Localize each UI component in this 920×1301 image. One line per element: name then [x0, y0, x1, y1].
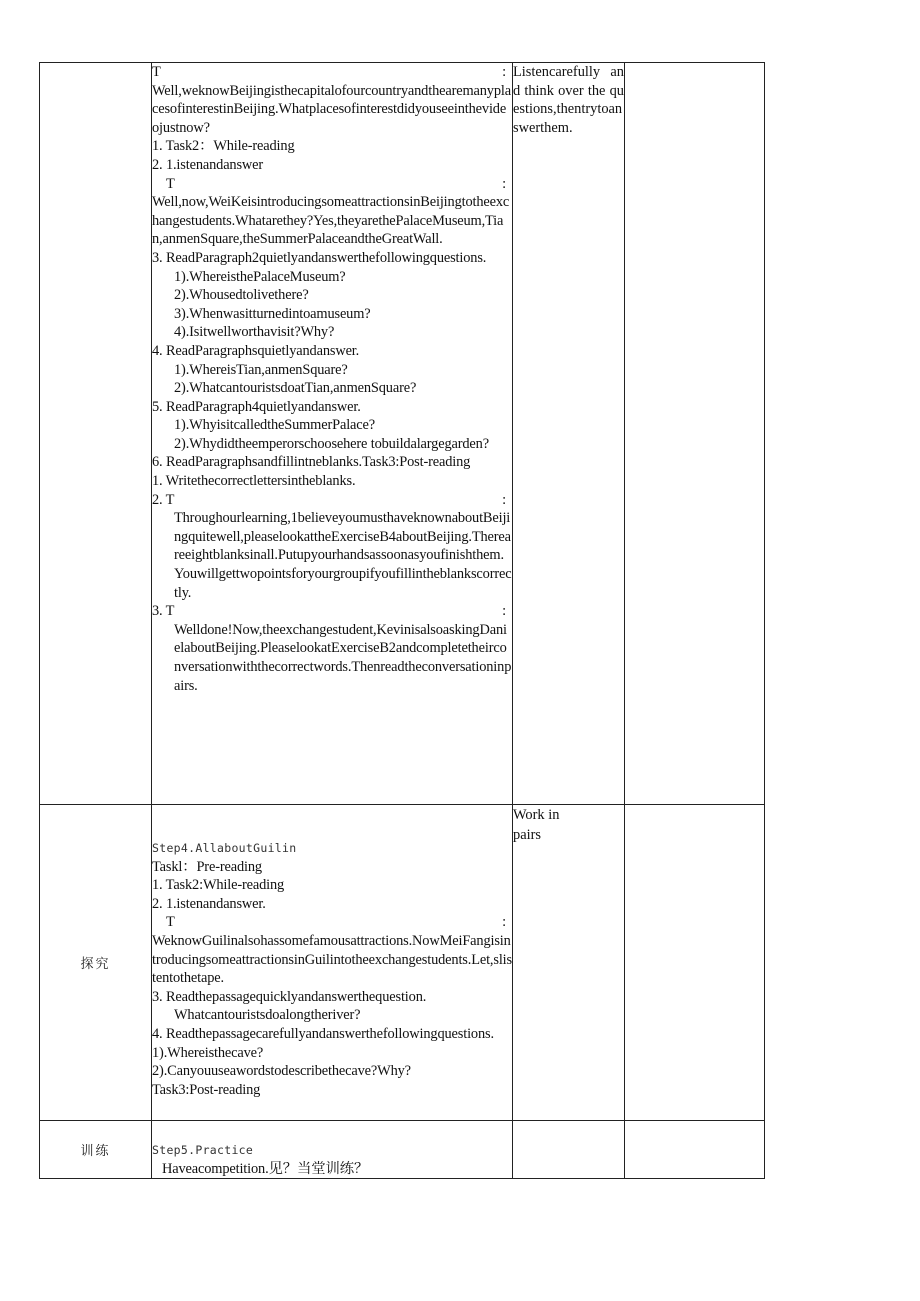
- student-activity-cell: [513, 1121, 625, 1179]
- question-item: 1).Whereisthecave?: [152, 1044, 264, 1061]
- question-item: 3).Whenwasitturnedintoamuseum?: [174, 305, 371, 322]
- teacher-speech: WeknowGuilinalsohassomefamousattractions.NowMeiFangisintroducingsomeattractionsinGuilintotheexchangestudents.Let,slistentothetape.: [152, 932, 512, 987]
- question-item: 1).WhereisTian,anmenSquare?: [174, 361, 348, 378]
- question-item: 1).WhyisitcalledtheSummerPalace?: [174, 417, 375, 434]
- task-heading: Taskl：Pre-reading: [152, 858, 262, 875]
- question-item: 2).WhatcantouristsdoatTian,anmenSquare?: [174, 380, 417, 397]
- teacher-colon: :: [502, 603, 506, 620]
- practice-line: Haveacompetition.见？当堂训练？: [162, 1160, 369, 1177]
- notes-cell: [625, 1121, 765, 1179]
- teaching-process-cell: [152, 805, 513, 1121]
- teacher-label: T: [152, 64, 161, 80]
- list-item: 1. Writethecorrectlettersintheblanks.: [152, 473, 356, 490]
- teaching-process-cell: [152, 63, 513, 805]
- student-activity-text: Work in: [513, 807, 560, 823]
- question-item: 4).Isitwellworthavisit?Why?: [174, 324, 335, 341]
- teacher-speech: Welldone!Now,theexchangestudent,KevinisalsoaskingDanielaboutBeijing.PleaselookatExerciseB2andcompletetheirconversationwiththecorrectwords.Thenreadtheconversationinpairs.: [174, 621, 512, 694]
- question-item: 2).Whydidtheemperorschoosehere tobuildalargegarden?: [174, 435, 489, 452]
- teacher-line: [152, 602, 512, 621]
- teacher-label: T: [166, 914, 175, 931]
- teacher-label: 2. T: [152, 491, 175, 508]
- teacher-speech: Throughourlearning,1believeyoumusthaveknownaboutBeijingquitewell,pleaselookattheExerciseB4aboutBeijing.Thereareeightblanksinall.Putupyourhandsassoonasyoufinishthem.Youwillgettwopointsforyourgroupifyoufillintheblankscorrectly.: [174, 510, 512, 601]
- teacher-colon: :: [502, 64, 506, 80]
- stage-cell: [40, 805, 152, 1121]
- teacher-colon: :: [502, 175, 506, 192]
- teacher-label: 3. T: [152, 603, 175, 620]
- student-activity-cell: [513, 63, 625, 805]
- list-item: 1. Task2:While-reading: [152, 877, 285, 894]
- table-row: [40, 63, 765, 805]
- teacher-line: [152, 491, 512, 510]
- table-row: [40, 805, 765, 1121]
- list-item: 4. ReadParagraphsquietlyandanswer.: [152, 342, 360, 359]
- student-activity-text: Listencarefully and think over the questions,thentrytoanswerthem.: [513, 64, 624, 136]
- stage-cell: [40, 63, 152, 805]
- teacher-colon: :: [502, 491, 506, 508]
- stage-label: 训练: [80, 1144, 111, 1160]
- teacher-speech: Well,now,WeiKeisintroducingsomeattractionsinBeijingtotheexchangestudents.Whatarethey?Yes,theyarethePalaceMuseum,Tian,anmenSquare,theSummerPalaceandtheGreatWall.: [152, 194, 510, 248]
- teacher-colon: :: [502, 914, 506, 931]
- notes-cell: [625, 63, 765, 805]
- list-item: 6. ReadParagraphsandfillintneblanks.Task3:Post-reading: [152, 454, 471, 471]
- teacher-line: [152, 63, 512, 82]
- step-heading: Step4.AllaboutGuilin: [152, 841, 297, 855]
- lesson-plan-table: [39, 62, 765, 1179]
- list-item: 4. Readthepassagecarefullyandanswerthefollowingquestions.: [152, 1025, 494, 1042]
- stage-cell: [40, 1121, 152, 1179]
- table-row: [40, 1121, 765, 1179]
- list-item: 3. ReadParagraph2quietlyandanswerthefollowingquestions.: [152, 249, 487, 266]
- teacher-line: [152, 175, 512, 194]
- list-item: 1. Task2：While-reading: [152, 138, 295, 155]
- list-item: 2. 1.istenandanswer.: [152, 895, 266, 912]
- teacher-speech: Well,weknowBeijingisthecapitalofourcountryandthearemanyplacesofinterestinBeijing.Whatplacesofinterestdidyouseeinthevideojustnow?: [152, 82, 511, 136]
- question-item: 2).Whousedtolivethere?: [174, 287, 309, 304]
- question-item: 2).Canyouuseawordstodescribethecave?Why?: [152, 1063, 411, 1080]
- student-activity-line: [513, 805, 624, 825]
- student-activity-text: pairs: [513, 827, 541, 843]
- question-item: Whatcantouristsdoalongtheriver?: [174, 1007, 361, 1024]
- task-heading: Task3:Post-reading: [152, 1081, 261, 1098]
- list-item: 5. ReadParagraph4quietlyandanswer.: [152, 398, 361, 415]
- list-item: 2. 1.istenandanswer: [152, 156, 264, 173]
- stage-label: 探究: [80, 957, 111, 972]
- student-activity-cell: [513, 805, 625, 1121]
- list-item: 3. Readthepassagequicklyandanswerthequestion.: [152, 988, 427, 1005]
- step-heading: Step5.Practice: [152, 1143, 254, 1157]
- teacher-line: [152, 913, 512, 932]
- teacher-label: T: [166, 175, 175, 192]
- notes-cell: [625, 805, 765, 1121]
- teaching-process-cell: [152, 1121, 513, 1179]
- question-item: 1).WhereisthePalaceMuseum?: [174, 268, 346, 285]
